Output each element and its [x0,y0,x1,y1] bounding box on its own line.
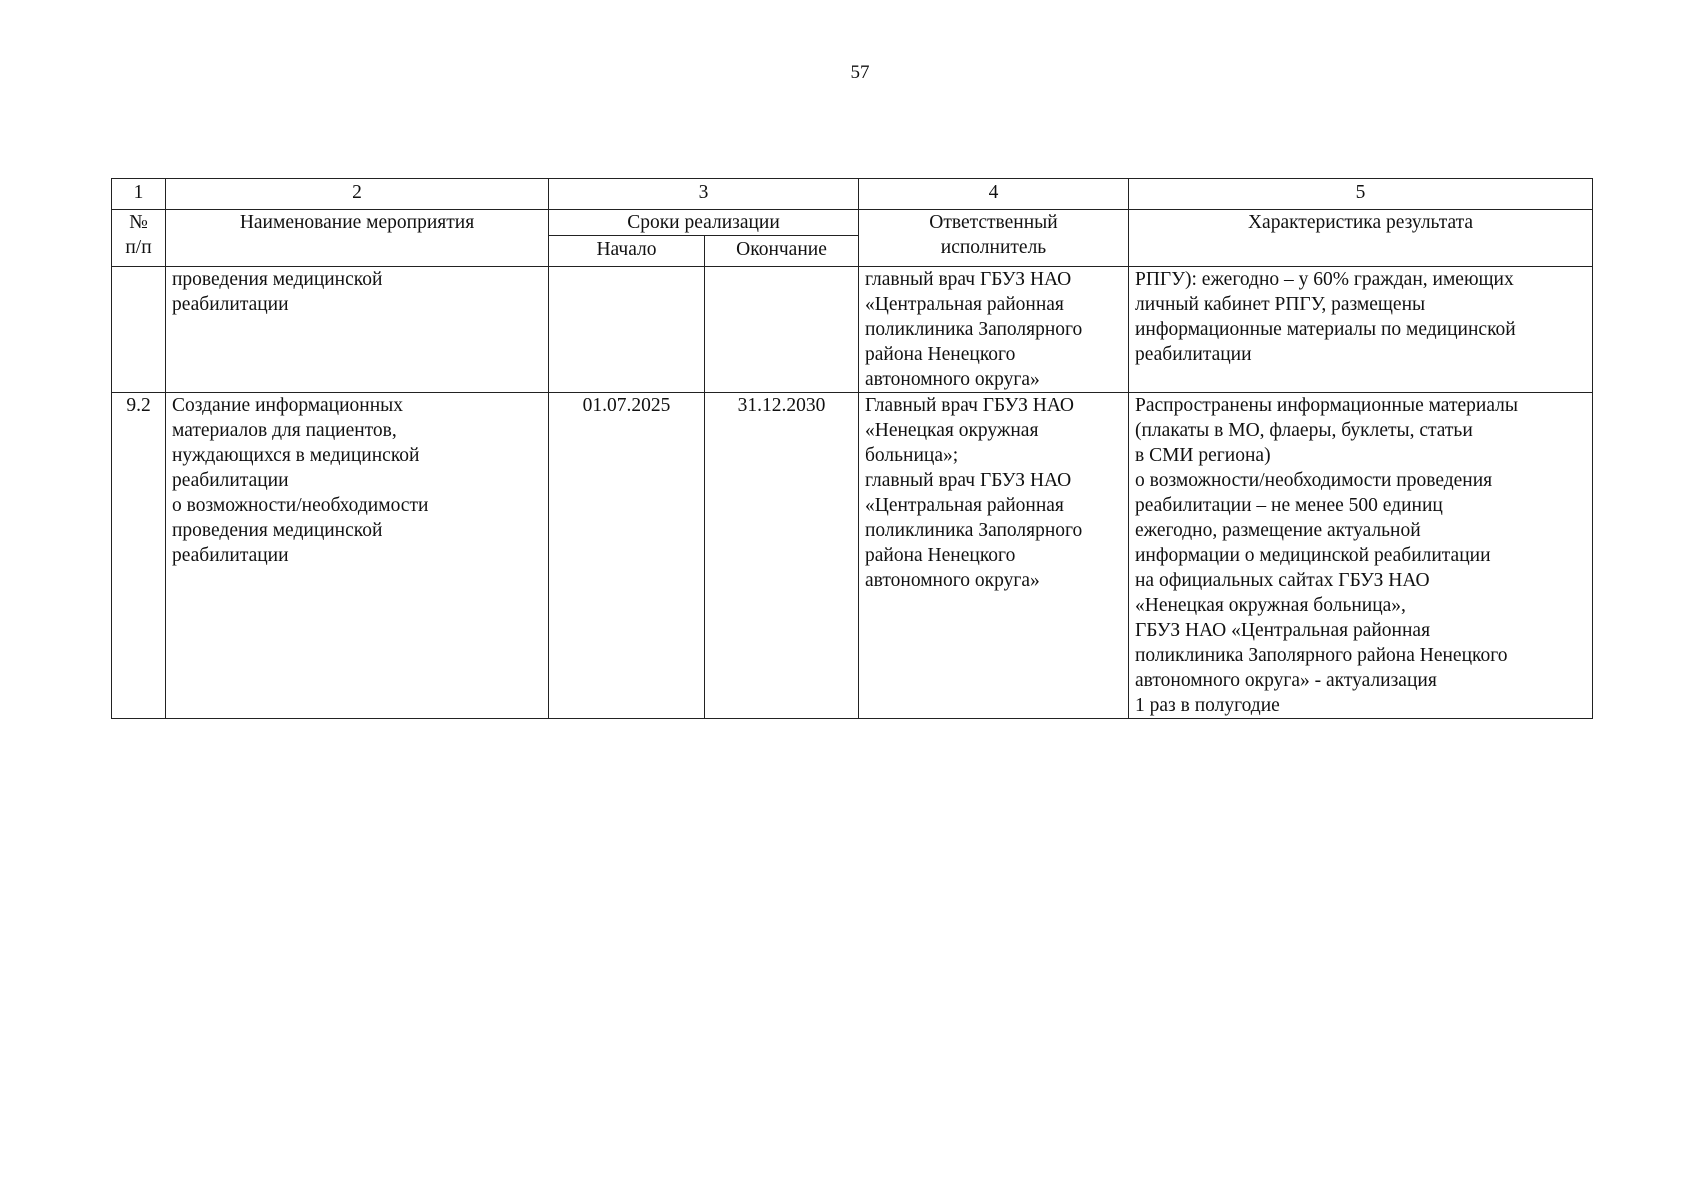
header-responsible-line: Ответственный [929,212,1058,233]
column-number-row [112,179,1593,210]
cell-line: реабилитации [172,294,289,315]
cell-line: реабилитации – не менее 500 единиц [1135,495,1443,516]
cell-start [549,267,705,393]
cell-line: проведения медицинской [172,520,383,541]
cell-line: поликлиника Заполярного [865,319,1083,340]
header-responsible-line: исполнитель [940,237,1047,258]
cell-line: главный врач ГБУЗ НАО [865,269,1072,290]
header-end: Окончание [705,236,859,267]
cell-line: «Ненецкая окружная [865,420,1039,441]
cell-name [166,393,549,719]
cell-line: информационные материалы по медицинской [1135,319,1516,340]
cell-line: ГБУЗ НАО «Центральная районная [1135,620,1431,641]
header-responsible [859,210,1129,267]
header-num-line: № [129,212,148,233]
cell-line: Главный врач ГБУЗ НАО [865,395,1075,416]
column-number: 2 [166,179,549,210]
cell-line: Распространены информационные материалы [1135,395,1518,416]
cell-line: РПГУ): ежегодно – у 60% граждан, имеющих [1135,269,1514,290]
cell-line: нуждающихся в медицинской [172,445,420,466]
cell-line: личный кабинет РПГУ, размещены [1135,294,1426,315]
header-name: Наименование мероприятия [166,210,549,267]
column-number: 3 [549,179,859,210]
cell-line: реабилитации [1135,344,1252,365]
cell-line: материалов для пациентов, [172,420,397,441]
column-number: 5 [1129,179,1593,210]
cell-result [1129,393,1593,719]
cell-line: (плакаты в МО, флаеры, буклеты, статьи [1135,420,1473,441]
cell-end: 31.12.2030 [705,393,859,719]
cell-end [705,267,859,393]
table-row [112,267,1593,393]
header-start: Начало [549,236,705,267]
cell-name [166,267,549,393]
header-num-line: п/п [125,237,152,258]
cell-line: Создание информационных [172,395,404,416]
cell-responsible [859,267,1129,393]
column-number: 1 [112,179,166,210]
cell-line: на официальных сайтах ГБУЗ НАО [1135,570,1430,591]
cell-line: о возможности/необходимости [172,495,429,516]
cell-line: автономного округа» [865,570,1040,591]
cell-line: «Центральная районная [865,495,1064,516]
cell-line: района Ненецкого [865,545,1016,566]
cell-line: информации о медицинской реабилитации [1135,545,1491,566]
cell-responsible [859,393,1129,719]
header-result: Характеристика результата [1129,210,1593,267]
header-num [112,210,166,267]
cell-line: «Центральная районная [865,294,1064,315]
cell-line: автономного округа» [865,369,1040,390]
cell-line: реабилитации [172,470,289,491]
cell-line: поликлиника Заполярного района Ненецкого [1135,645,1508,666]
cell-line: больница»; [865,445,959,466]
header-row [112,210,1593,236]
cell-line: поликлиника Заполярного [865,520,1083,541]
header-period: Сроки реализации [549,210,859,236]
cell-line: о возможности/необходимости проведения [1135,470,1493,491]
cell-line: ежегодно, размещение актуальной [1135,520,1421,541]
table-row [112,393,1593,719]
cell-line: 1 раз в полугодие [1135,695,1280,716]
cell-num: 9.2 [112,393,166,719]
cell-result [1129,267,1593,393]
column-number: 4 [859,179,1129,210]
cell-line: района Ненецкого [865,344,1016,365]
cell-num [112,267,166,393]
cell-start: 01.07.2025 [549,393,705,719]
cell-line: «Ненецкая окружная больница», [1135,595,1406,616]
page-number: 57 [850,62,870,83]
cell-line: автономного округа» - актуализация [1135,670,1437,691]
cell-line: реабилитации [172,545,289,566]
cell-line: в СМИ региона) [1135,445,1271,466]
cell-line: проведения медицинской [172,269,383,290]
activities-table [111,178,1593,719]
cell-line: главный врач ГБУЗ НАО [865,470,1072,491]
